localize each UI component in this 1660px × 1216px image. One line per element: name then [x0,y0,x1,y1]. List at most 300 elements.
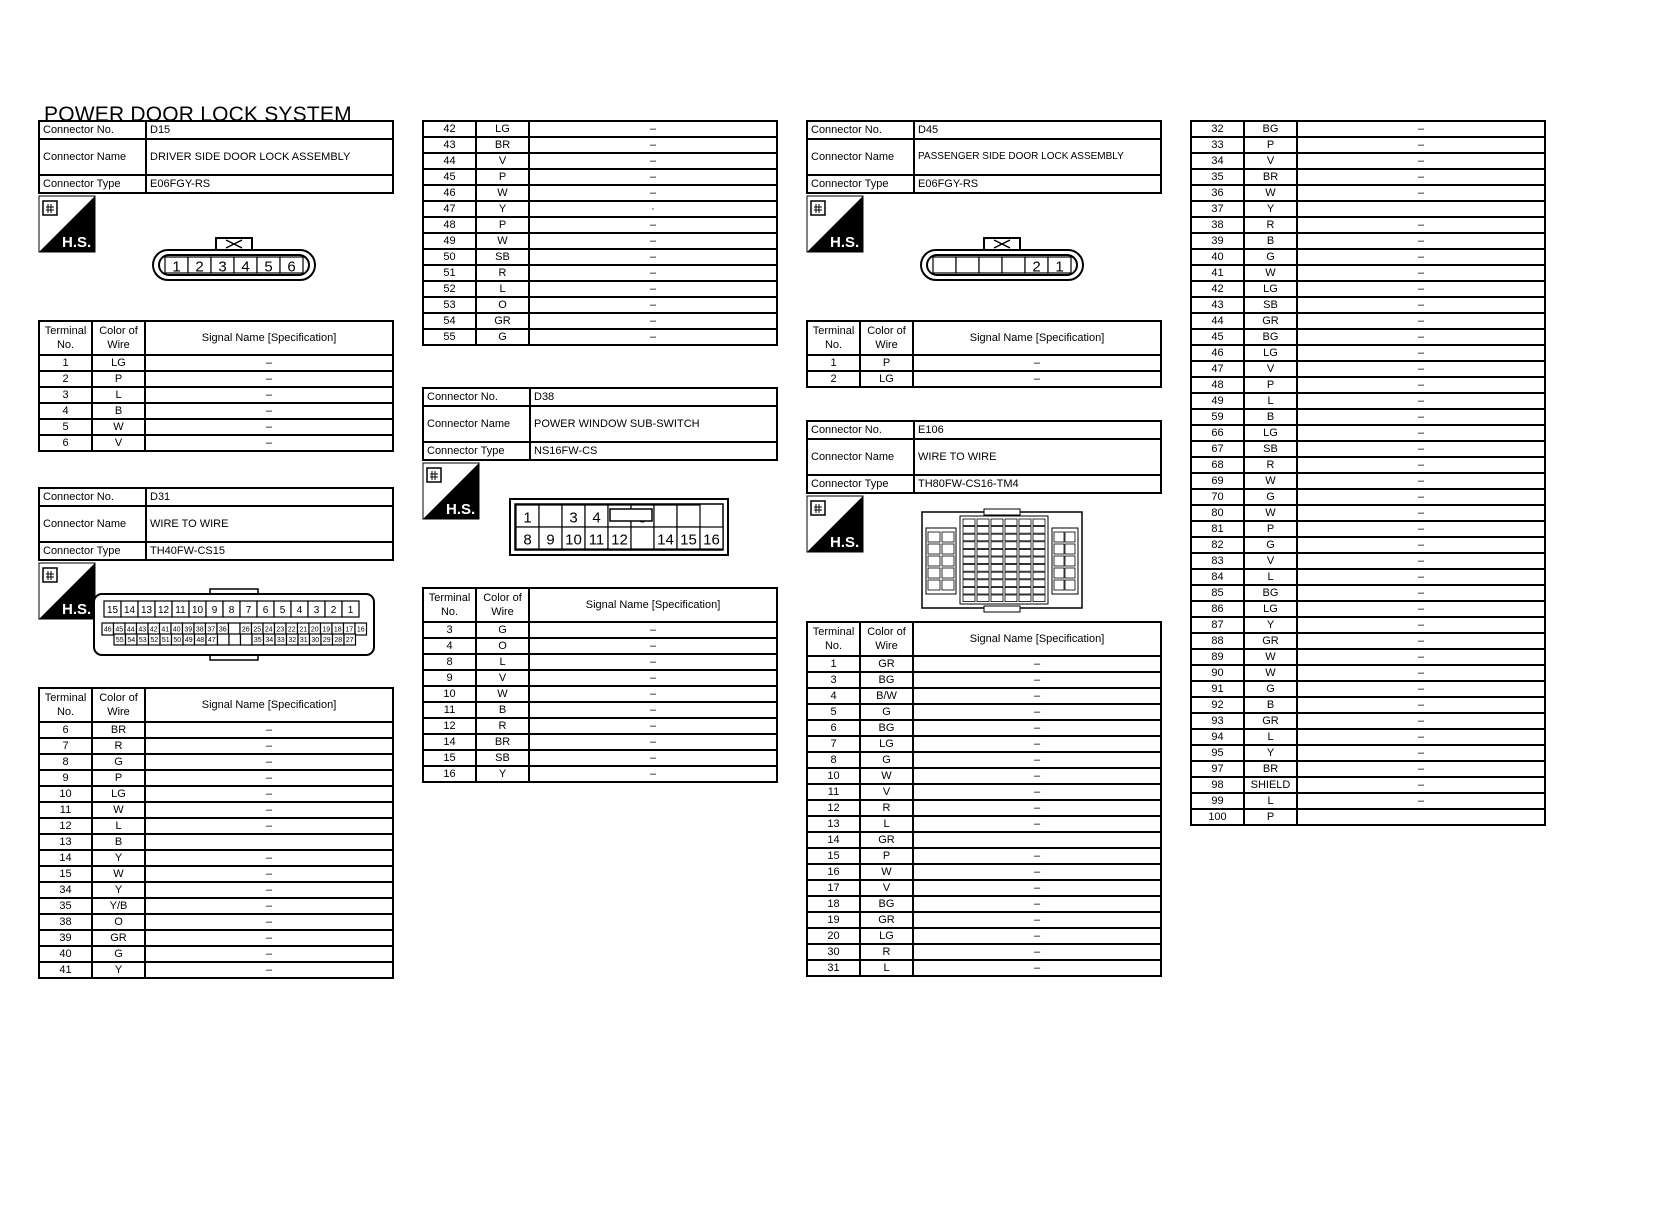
table-row [1191,313,1545,329]
table-row [1191,601,1545,617]
terminal-no-cell: 9 [423,670,476,686]
signal-name-cell: – [145,355,393,371]
signal-name-cell: – [1297,521,1545,537]
pin-label: 40 [172,626,181,634]
terminal-no-cell: 82 [1191,537,1244,553]
pin-label: 20 [310,626,319,634]
wire-color-cell: W [1244,665,1297,681]
terminal-no-cell: 4 [39,403,92,419]
pin-label: 44 [126,626,135,634]
pin-cell [1005,580,1017,587]
pin-label: 51 [161,637,170,644]
wire-color-cell: G [92,754,145,770]
signal-name-cell: – [145,387,393,403]
pin-label: 41 [161,626,170,634]
pin-cell [963,527,975,534]
terminal-no-cell: 80 [1191,505,1244,521]
table-row [423,137,777,153]
wire-color-cell: V [476,670,529,686]
pin-cell [963,572,975,579]
terminal-no-cell: 30 [807,944,860,960]
pin-cell [991,549,1003,556]
table-row [807,896,1161,912]
label-connector-no: Connector No. [423,388,530,406]
pin-label: 5 [264,258,273,276]
table-row [1191,633,1545,649]
pin-label: 27 [345,637,354,644]
wire-color-cell: R [1244,457,1297,473]
table-row [39,818,393,834]
pin-label: 49 [184,637,193,644]
wire-color-cell: LG [92,355,145,371]
connector-type-value: E06FGY-RS [914,175,1161,193]
connector-info-e106 [806,420,1162,494]
signal-name-cell: – [913,928,1161,944]
pin-cell [1033,527,1045,534]
wire-color-cell: Y [476,766,529,782]
signal-name-cell: – [913,371,1161,387]
table-row [1191,233,1545,249]
wire-color-cell: G [1244,489,1297,505]
pin-cell [1033,519,1045,526]
terminal-no-cell: 12 [39,818,92,834]
pin-cell [1033,580,1045,587]
terminal-no-cell: 90 [1191,665,1244,681]
table-row [39,435,393,451]
label-connector-type: Connector Type [39,175,146,193]
terminal-no-cell: 4 [423,638,476,654]
connector-type-value: E06FGY-RS [146,175,393,193]
terminal-no-cell: 42 [423,121,476,137]
table-row [807,371,1161,387]
header-signal-name: Signal Name [Specification] [913,622,1161,656]
signal-name-cell: – [529,153,777,169]
pin-cell [991,595,1003,602]
signal-name-cell: – [913,800,1161,816]
signal-name-cell: – [1297,441,1545,457]
wire-color-cell: W [1244,649,1297,665]
table-row [807,928,1161,944]
terminal-no-cell: 3 [423,622,476,638]
table-row [807,880,1161,896]
signal-name-cell: – [1297,633,1545,649]
pin-label: 18 [333,626,342,634]
pin-label: 32 [288,637,297,644]
terminal-no-cell: 18 [807,896,860,912]
pin-cell [1033,587,1045,594]
pin-label: 14 [657,531,674,549]
connector-name-value: POWER WINDOW SUB-SWITCH [530,406,777,442]
terminal-no-cell: 87 [1191,617,1244,633]
terminal-no-cell: 1 [807,656,860,672]
signal-name-cell: – [145,770,393,786]
pin-cell [1019,557,1031,564]
terminal-no-cell: 1 [39,355,92,371]
signal-name-cell: – [145,882,393,898]
signal-name-cell: – [529,734,777,750]
terminal-no-cell: 7 [807,736,860,752]
wire-color-cell: W [1244,505,1297,521]
pin-cell [241,634,253,645]
wire-color-cell: O [476,638,529,654]
signal-name-cell: – [529,702,777,718]
terminal-no-cell: 15 [423,750,476,766]
pin-label: 29 [322,637,331,644]
table-row [807,672,1161,688]
table-row [807,355,1161,371]
wire-color-cell: BR [476,137,529,153]
table-row [1191,649,1545,665]
table-row [1191,329,1545,345]
pin-cell [1005,542,1017,549]
table-row [1191,185,1545,201]
wire-color-cell: B [1244,409,1297,425]
table-row [39,786,393,802]
signal-name-cell: – [529,249,777,265]
wire-color-cell: R [860,944,913,960]
pin-label: 8 [523,531,532,549]
signal-name-cell [1297,809,1545,825]
signal-name-cell: – [145,419,393,435]
table-row [807,832,1161,848]
table-row [1191,537,1545,553]
terminal-no-cell: 95 [1191,745,1244,761]
signal-name-cell: – [145,738,393,754]
signal-name-cell [1297,201,1545,217]
table-row [39,834,393,850]
pin-cell [1005,587,1017,594]
pin-cell [991,587,1003,594]
signal-name-cell: – [1297,569,1545,585]
pin-cell [1002,257,1025,273]
wire-color-cell: GR [860,832,913,848]
wire-color-cell: L [1244,729,1297,745]
terminal-no-cell: 98 [1191,777,1244,793]
terminal-no-cell: 38 [1191,217,1244,233]
table-row [39,387,393,403]
header-color-of-wire: Color of Wire [860,622,913,656]
signal-name-cell: – [529,233,777,249]
pin-cell [977,534,989,541]
terminal-no-cell: 11 [423,702,476,718]
wire-color-cell: Y [92,962,145,978]
pin-label: 24 [264,626,273,634]
table-row [1191,217,1545,233]
signal-name-cell: – [1297,361,1545,377]
pin-label: 16 [703,531,720,549]
terminal-no-cell: 14 [39,850,92,866]
pin-label: 54 [127,637,136,644]
table-row [423,750,777,766]
terminal-no-cell: 43 [1191,297,1244,313]
terminal-no-cell: 12 [807,800,860,816]
hs-badge-label: H.S. [62,234,92,251]
wire-color-cell: BG [860,672,913,688]
pin-cell [991,534,1003,541]
wire-color-cell: W [1244,473,1297,489]
pin-label: 1 [172,258,181,276]
table-row [1191,409,1545,425]
signal-name-cell: – [529,750,777,766]
terminal-no-cell: 91 [1191,681,1244,697]
signal-name-cell: – [529,686,777,702]
wire-color-cell: Y [1244,745,1297,761]
label-connector-name: Connector Name [807,439,914,475]
signal-name-cell: – [913,704,1161,720]
pin-cell [991,572,1003,579]
table-row [807,704,1161,720]
pin-label: 10 [565,531,582,549]
signal-name-cell: – [913,672,1161,688]
table-row [423,654,777,670]
pin-cell [977,565,989,572]
signal-name-cell: – [1297,473,1545,489]
label-connector-no: Connector No. [39,121,146,139]
pin-label: 16 [356,626,365,634]
pin-cell [977,572,989,579]
pin-cell [1033,565,1045,572]
table-row [1191,553,1545,569]
table-row [1191,137,1545,153]
pin-cell [963,534,975,541]
table-row [1191,681,1545,697]
connector-name-value: WIRE TO WIRE [146,506,393,542]
connector-name-value: WIRE TO WIRE [914,439,1161,475]
terminal-no-cell: 47 [423,201,476,217]
pin-cell [229,634,241,645]
pin-cell [991,580,1003,587]
table-row [39,419,393,435]
table-row [1191,281,1545,297]
pin-label: 43 [138,626,147,634]
label-connector-no: Connector No. [807,421,914,439]
wire-color-cell: Y [1244,201,1297,217]
terminal-no-cell: 13 [807,816,860,832]
signal-name-cell: – [1297,553,1545,569]
table-row [423,329,777,345]
signal-name-cell: – [1297,729,1545,745]
signal-name-cell: – [529,169,777,185]
table-row [1191,569,1545,585]
page-title: POWER DOOR LOCK SYSTEM [44,103,352,126]
pin-label: 36 [218,626,227,634]
pin-label: 23 [276,626,285,634]
signal-name-cell: – [913,864,1161,880]
connector-name-value: PASSENGER SIDE DOOR LOCK ASSEMBLY [914,139,1161,175]
signal-name-cell: – [1297,233,1545,249]
pin-cell [1005,519,1017,526]
connector-type-value: TH40FW-CS15 [146,542,393,560]
harness-side-icon [422,462,480,520]
wire-color-cell: Y [92,882,145,898]
wire-color-cell: SHIELD [1244,777,1297,793]
table-row [807,688,1161,704]
header-signal-name: Signal Name [Specification] [913,321,1161,355]
signal-name-cell: – [145,898,393,914]
pin-cell [1065,568,1075,578]
table-row [1191,265,1545,281]
terminal-no-cell: 6 [39,435,92,451]
terminal-no-cell: 5 [39,419,92,435]
pin-label: 52 [150,637,159,644]
terminal-no-cell: 3 [39,387,92,403]
pin-cell [229,623,241,635]
connector-face-e106 [920,508,1084,614]
connector-face-d45 [918,236,1086,284]
wire-color-cell: BG [1244,121,1297,137]
pin-cell [1065,580,1075,590]
wire-color-cell: SB [1244,441,1297,457]
pin-cell [977,557,989,564]
table-row [1191,441,1545,457]
terminal-no-cell: 42 [1191,281,1244,297]
signal-name-cell: – [913,688,1161,704]
pin-cell [963,580,975,587]
terminal-no-cell: 39 [1191,233,1244,249]
wire-color-cell: R [476,718,529,734]
harness-side-icon [38,562,96,620]
terminal-no-cell: 92 [1191,697,1244,713]
key-slot [610,509,652,521]
wire-color-cell: LG [1244,281,1297,297]
pin-cell [977,549,989,556]
terminal-no-cell: 2 [807,371,860,387]
pin-cell [977,519,989,526]
signal-name-cell: – [529,718,777,734]
terminal-no-cell: 14 [807,832,860,848]
terminal-no-cell: 35 [1191,169,1244,185]
pin-label: 37 [207,626,216,634]
wire-color-cell: BR [1244,169,1297,185]
table-row [807,848,1161,864]
table-row [423,638,777,654]
wire-color-cell: G [1244,249,1297,265]
wire-color-cell: W [92,866,145,882]
pin-label: 50 [173,637,182,644]
terminal-no-cell: 35 [39,898,92,914]
terminal-no-cell: 6 [39,722,92,738]
table-row [39,403,393,419]
wire-color-cell: W [92,419,145,435]
table-row [423,702,777,718]
pin-cell [1005,595,1017,602]
table-row [807,656,1161,672]
header-signal-name: Signal Name [Specification] [529,588,777,622]
connector-type-value: NS16FW-CS [530,442,777,460]
terminal-no-cell: 11 [39,802,92,818]
table-row [423,265,777,281]
header-terminal-no: Terminal No. [807,622,860,656]
pin-label: 13 [140,605,153,616]
pin-label: 5 [279,605,286,616]
table-row [39,850,393,866]
signal-name-cell: – [529,638,777,654]
terminal-no-cell: 86 [1191,601,1244,617]
terminal-no-cell: 50 [423,249,476,265]
table-row [1191,697,1545,713]
wire-color-cell: P [1244,809,1297,825]
wire-color-cell: R [1244,217,1297,233]
table-row [807,800,1161,816]
signal-name-cell: – [1297,249,1545,265]
signal-name-cell [913,832,1161,848]
signal-name-cell: – [145,754,393,770]
wire-color-cell: GR [476,313,529,329]
pin-cell [977,527,989,534]
pin-cell [1054,532,1064,542]
table-row [807,752,1161,768]
pin-label: 6 [287,258,296,276]
signal-name-cell: – [529,281,777,297]
terminal-table-e106-continued [1190,120,1546,826]
signal-name-cell: – [1297,713,1545,729]
connector-no-value: D45 [914,121,1161,139]
pin-cell [991,557,1003,564]
terminal-no-cell: 55 [423,329,476,345]
pin-cell [1033,542,1045,549]
wire-color-cell: W [476,233,529,249]
table-row [1191,297,1545,313]
wire-color-cell: Y [476,201,529,217]
terminal-no-cell: 47 [1191,361,1244,377]
table-row [1191,665,1545,681]
pin-label: 2 [1032,258,1041,276]
signal-name-cell: – [145,403,393,419]
wire-color-cell: O [476,297,529,313]
label-connector-type: Connector Type [807,475,914,493]
table-row [807,864,1161,880]
wire-color-cell: B [1244,697,1297,713]
wire-color-cell: V [860,784,913,800]
table-row [39,754,393,770]
pin-cell [963,557,975,564]
pin-cell [1019,542,1031,549]
pin-cell [963,542,975,549]
table-row [423,766,777,782]
terminal-no-cell: 54 [423,313,476,329]
wire-color-cell: L [1244,393,1297,409]
wire-color-cell: LG [1244,425,1297,441]
signal-name-cell: – [1297,793,1545,809]
pin-cell [991,565,1003,572]
terminal-no-cell: 20 [807,928,860,944]
table-row [423,217,777,233]
wire-color-cell: L [1244,793,1297,809]
label-connector-name: Connector Name [39,506,146,542]
table-row [807,720,1161,736]
wire-color-cell: G [860,752,913,768]
header-color-of-wire: Color of Wire [860,321,913,355]
hs-badge-label: H.S. [830,534,860,551]
wire-color-cell: LG [476,121,529,137]
pin-cell [991,519,1003,526]
terminal-no-cell: 67 [1191,441,1244,457]
signal-name-cell: – [145,786,393,802]
pin-cell [991,527,1003,534]
table-row [1191,425,1545,441]
signal-name-cell: – [529,622,777,638]
terminal-no-cell: 16 [423,766,476,782]
pin-label: 9 [211,605,218,616]
wire-color-cell: G [1244,681,1297,697]
terminal-no-cell: 36 [1191,185,1244,201]
signal-name-cell: – [1297,169,1545,185]
wire-color-cell: R [92,738,145,754]
wire-color-cell: LG [860,371,913,387]
pin-cell [654,505,677,527]
header-color-of-wire: Color of Wire [476,588,529,622]
pin-cell [1019,565,1031,572]
